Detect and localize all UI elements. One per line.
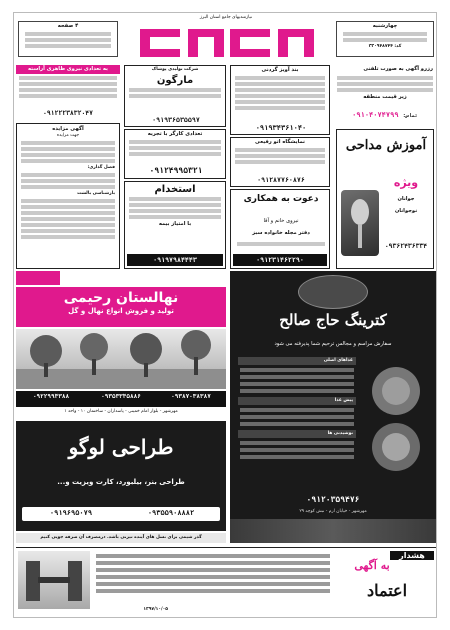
ad-auction-head: آگهی مزایده bbox=[52, 126, 84, 132]
ad-nursery bbox=[16, 271, 226, 419]
ad-margon-head: شرکت تولیدی پوشاک bbox=[151, 67, 199, 72]
ad-hiring bbox=[124, 181, 226, 269]
brand-word-2: به آگهی bbox=[354, 559, 390, 572]
hire-title: استخدام bbox=[154, 184, 196, 195]
masthead-code: کد: ۳۳۰۹۴۸۷۴۴ bbox=[368, 44, 402, 49]
ad-booking-head: زیر قیمت منطقه bbox=[363, 94, 407, 100]
course-sub: ویژه bbox=[393, 176, 419, 189]
menu-head-drinks: نوشیدنی ها bbox=[238, 430, 356, 438]
ad-auction-section1: فصل گذاری: bbox=[87, 165, 115, 170]
handshake-icon bbox=[18, 551, 90, 609]
nursery-subtitle: تولید و فروش انواع نهال و گل bbox=[68, 307, 174, 315]
ad-invitation bbox=[230, 189, 330, 269]
brand-word-1: اعتماد bbox=[366, 581, 408, 600]
ad-workers-head: تعدادی کارگر با تجربه bbox=[147, 131, 203, 137]
nursery-title: نهالستان رحیمی bbox=[63, 290, 179, 306]
catering-title: کترینگ حاج صالح bbox=[279, 311, 387, 329]
logo-ad-subtitle: طراحی بنر، بیلبورد، کارت ویزیت و... bbox=[57, 478, 185, 486]
bottom-notice bbox=[94, 551, 332, 603]
ad-booking-intro: رزرو آگهی به صورت تلفنی bbox=[363, 66, 433, 72]
masthead-issue: ۴ صفحه bbox=[57, 23, 79, 29]
column-right bbox=[334, 65, 436, 269]
logo-graphic bbox=[132, 23, 322, 57]
invite-title: دعوت به همکاری bbox=[243, 194, 319, 204]
ad-workers bbox=[124, 129, 226, 179]
ad-booking-phone bbox=[334, 111, 436, 119]
invite-phone: ۰۹۱۲۳۱۴۶۲۲۹۰ bbox=[233, 254, 327, 266]
hire-note: با امتیاز بیمه bbox=[158, 221, 192, 227]
microphone-icon bbox=[341, 190, 379, 256]
menu-head-starter: پیش غذا bbox=[238, 397, 356, 405]
logo-ad-phone-2: ۰۹۳۵۵۹۰۸۸۸۲ bbox=[147, 509, 195, 517]
ad-auto-head: نمایشگاه اتو رفیعی bbox=[255, 139, 305, 145]
catering-line: سفارش مراسم و مجالس ترحیم شما پذیرفته می شود bbox=[274, 341, 392, 347]
ad-auction-sub: جهت مزایده bbox=[56, 133, 80, 138]
catering-footer: مهرشهر - خیابان ارم - نبش کوچه ۲۹ bbox=[299, 509, 367, 514]
hire-phone: ۰۹۱۹۷۹۸۴۴۴۳ bbox=[127, 254, 223, 266]
column-left bbox=[16, 65, 120, 269]
catering-emblem bbox=[298, 275, 368, 309]
nursery-logo bbox=[16, 271, 60, 285]
course-sub2: جوانان bbox=[397, 196, 415, 202]
logo-ad-phone-1: ۰۹۱۹۶۹۵۰۷۹ bbox=[49, 509, 93, 517]
masthead-day: چهارشنبه bbox=[372, 23, 398, 29]
food-plate-icon bbox=[362, 361, 430, 481]
ad-booking-phone-number: ۰۹۱۰۴۰۷۴۷۹۹ bbox=[352, 111, 399, 119]
catering-bottom-photo bbox=[230, 519, 436, 543]
ad-workers-phone: ۰۹۱۲۴۹۹۵۳۲۱ bbox=[149, 166, 203, 175]
column-mid-right bbox=[230, 65, 330, 269]
ad-necklace-phone: ۰۹۱۹۳۴۳۶۱۰۴۰ bbox=[255, 124, 307, 132]
invite-addr: دفتر مجله خانواده سبز bbox=[252, 230, 310, 236]
nursery-phone-3: ۰۹۳۸۷۰۳۸۳۸۷ bbox=[158, 393, 224, 400]
bottom-divider bbox=[16, 547, 436, 548]
ad-margon-brand: مارگون bbox=[156, 75, 194, 86]
masthead-logo bbox=[132, 23, 322, 57]
brand-warning: هشدار bbox=[390, 551, 434, 560]
nursery-phone-1: ۰۹۲۲۹۹۴۳۸۸ bbox=[18, 393, 84, 400]
invite-note: نیروی خانم و آقا bbox=[263, 218, 299, 224]
nursery-photo bbox=[16, 329, 226, 389]
catering-menu bbox=[238, 357, 356, 491]
ad-auction-section2: بازشناسی بالشت bbox=[77, 191, 115, 196]
nursery-phones bbox=[16, 391, 226, 407]
ad-catering bbox=[230, 271, 436, 543]
newspaper-page bbox=[13, 12, 437, 618]
ad-booking-label: تماس: bbox=[402, 113, 418, 119]
ad-eulogy-course bbox=[336, 129, 434, 269]
logo-ad-title: طراحی لوگو bbox=[68, 435, 174, 459]
ad-necklace bbox=[230, 65, 330, 135]
nursery-phone-2: ۰۹۳۵۳۳۴۵۸۸۶ bbox=[88, 393, 154, 400]
nursery-banner bbox=[16, 287, 226, 327]
catering-phone: ۰۹۱۲۰۳۵۹۴۷۶ bbox=[306, 495, 360, 504]
bottom-handshake-photo bbox=[18, 551, 90, 609]
ad-necklace-head: بند آویز گردنی bbox=[261, 67, 299, 73]
ad-staff-phone: ۰۹۱۲۲۲۳۸۳۲۰۴۷ bbox=[42, 109, 94, 117]
column-mid-left bbox=[124, 65, 226, 269]
masthead-tagline: نیازمندیهای جامع استان البرز bbox=[199, 15, 253, 20]
course-title: آموزش مداحی bbox=[345, 138, 427, 153]
ad-auto-gallery bbox=[230, 137, 330, 187]
ad-auto-phone: ۰۹۱۲۸۷۷۶۰۸۷۶ bbox=[257, 176, 305, 184]
logo-ad-strip: گذر شیمی برای نسل های آینده تیرنی باشد. درمصرف آن صرفه جویی کنیم bbox=[16, 533, 226, 543]
ad-logo-design bbox=[16, 421, 226, 531]
masthead-right-box bbox=[336, 21, 434, 57]
microphone-photo bbox=[341, 190, 379, 256]
course-phone: ۰۹۳۶۲۴۳۶۳۳۴ bbox=[384, 242, 428, 250]
bottom-page-number: ۱۳۹۷/۱۰/۰۵ bbox=[143, 607, 168, 612]
ad-staff bbox=[16, 65, 120, 121]
trees-graphic bbox=[16, 329, 226, 389]
catering-food-photo bbox=[362, 361, 430, 481]
ad-staff-head: به تعدادی نیروی ظاهری آراسته bbox=[16, 65, 120, 74]
ad-auction bbox=[16, 123, 120, 269]
ad-margon-phone: ۰۹۱۹۳۶۵۳۵۵۹۷ bbox=[152, 116, 200, 124]
ad-margon bbox=[124, 65, 226, 127]
masthead bbox=[14, 13, 437, 63]
course-sub3: نوجوانان bbox=[394, 208, 418, 214]
ad-booking bbox=[334, 65, 436, 125]
menu-head-main: غذاهای اصلی bbox=[238, 357, 356, 365]
logo-ad-phones bbox=[22, 507, 220, 521]
masthead-left-box bbox=[18, 21, 118, 57]
nursery-address: مهرشهر - بلوار امام خمینی - پاسداران - ساختمان ۱۰ - واحد ۱ bbox=[64, 409, 178, 414]
bottom-brand bbox=[338, 551, 436, 617]
